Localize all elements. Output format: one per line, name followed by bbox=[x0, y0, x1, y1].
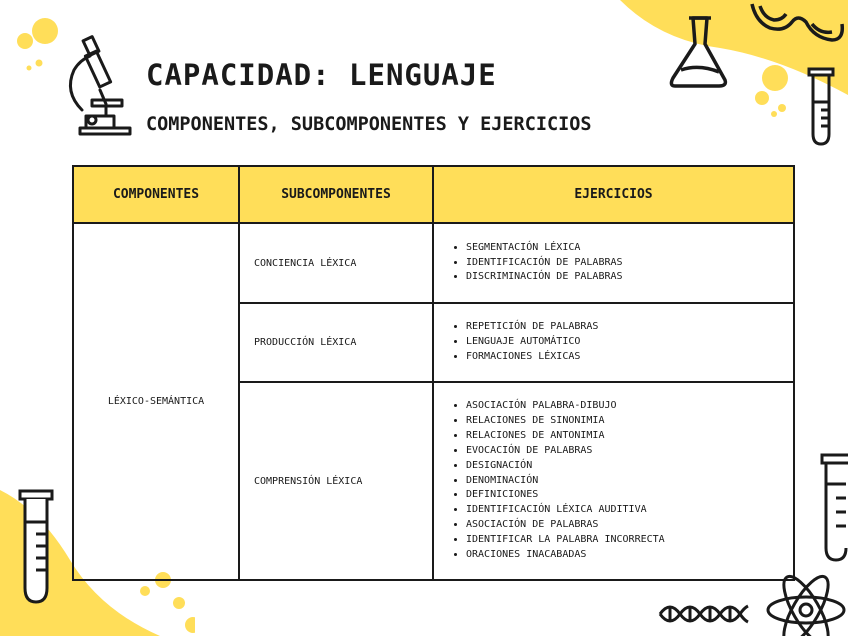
subcomponent-cell: PRODUCCIÓN LÉXICA bbox=[239, 303, 433, 382]
list-item: • DENOMINACIÓN bbox=[466, 474, 783, 489]
subcomponent-cell: COMPRENSIÓN LÉXICA bbox=[239, 382, 433, 580]
subcomponent-cell: CONCIENCIA LÉXICA bbox=[239, 223, 433, 303]
table-row bbox=[73, 223, 794, 303]
exercises-cell bbox=[433, 303, 794, 382]
exercise-list bbox=[452, 399, 783, 563]
microscope-icon bbox=[62, 32, 134, 136]
components-table bbox=[72, 165, 795, 581]
list-item: • DISCRIMINACIÓN DE PALABRAS bbox=[466, 270, 783, 285]
flask-icon bbox=[665, 12, 735, 92]
list-item: • FORMACIONES LÉXICAS bbox=[466, 350, 783, 365]
exercise-list bbox=[452, 241, 783, 286]
list-item: • RELACIONES DE ANTONIMIA bbox=[466, 429, 783, 444]
list-item: • RELACIONES DE SINONIMIA bbox=[466, 414, 783, 429]
list-item: • ASOCIACIÓN PALABRA-DIBUJO bbox=[466, 399, 783, 414]
test-tube-icon bbox=[820, 452, 848, 564]
test-tube-icon bbox=[806, 66, 836, 148]
page-title: CAPACIDAD: LENGUAJE bbox=[146, 58, 497, 92]
header-exercises: EJERCICIOS bbox=[433, 166, 794, 223]
yellow-dots-right bbox=[748, 60, 798, 120]
list-item: • IDENTIFICACIÓN DE PALABRAS bbox=[466, 256, 783, 271]
dna-icon bbox=[658, 598, 750, 630]
component-cell: LÉXICO-SEMÁNTICA bbox=[73, 223, 239, 580]
list-item: • ORACIONES INACABADAS bbox=[466, 548, 783, 563]
exercises-cell bbox=[433, 382, 794, 580]
yellow-dots-top-left bbox=[15, 15, 65, 75]
list-item: • EVOCACIÓN DE PALABRAS bbox=[466, 444, 783, 459]
list-item: • IDENTIFICACIÓN LÉXICA AUDITIVA bbox=[466, 503, 783, 518]
goggles-icon bbox=[748, 0, 848, 56]
exercises-cell bbox=[433, 223, 794, 303]
list-item: • LENGUAJE AUTOMÁTICO bbox=[466, 335, 783, 350]
header-components: COMPONENTES bbox=[73, 166, 239, 223]
list-item: • DEFINICIONES bbox=[466, 488, 783, 503]
list-item: • SEGMENTACIÓN LÉXICA bbox=[466, 241, 783, 256]
list-item: • ASOCIACIÓN DE PALABRAS bbox=[466, 518, 783, 533]
header-subcomponents: SUBCOMPONENTES bbox=[239, 166, 433, 223]
list-item: • REPETICIÓN DE PALABRAS bbox=[466, 320, 783, 335]
list-item: • IDENTIFICAR LA PALABRA INCORRECTA bbox=[466, 533, 783, 548]
list-item: • DESIGNACIÓN bbox=[466, 459, 783, 474]
exercise-list bbox=[452, 320, 783, 365]
test-tube-icon bbox=[17, 488, 55, 606]
table-header-row bbox=[73, 166, 794, 223]
page-subtitle: COMPONENTES, SUBCOMPONENTES Y EJERCICIOS bbox=[146, 114, 592, 135]
